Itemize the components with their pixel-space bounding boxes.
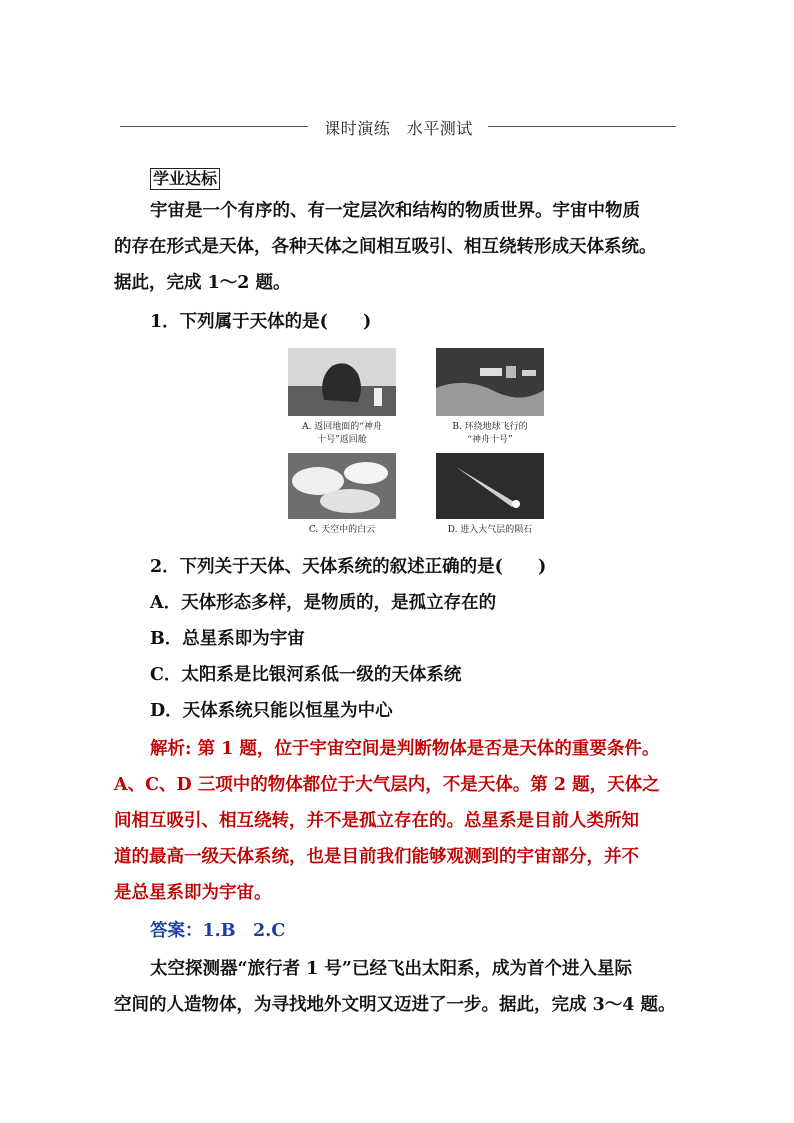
figure-b-photo — [436, 348, 544, 416]
intro-3-4-line-2: 空间的人造物体，为寻找地外文明又迈进了一步。据此，完成 3～4 题。 — [114, 995, 676, 1015]
figure-b — [436, 348, 544, 446]
figure-d-caption: D. 进入大气层的陨石 — [447, 525, 533, 535]
analysis-line-4: 道的最高一级天体系统，也是目前我们能够观测到的宇宙部分，并不 — [114, 847, 639, 867]
intro-1-2-line-3: 据此，完成 1～2 题。 — [114, 273, 291, 293]
analysis-line-1-text: 第 1 题，位于宇宙空间是判断物体是否是天体的重要条件。 — [191, 739, 660, 759]
analysis-label: 解析: — [150, 739, 192, 759]
question-2-option-c: C．太阳系是比银河系低一级的天体系统 — [150, 665, 462, 685]
figure-a-caption-2: 十号”返回舱 — [317, 435, 367, 445]
analysis-line-3: 间相互吸引、相互绕转，并不是孤立存在的。总星系是目前人类所知 — [114, 811, 639, 831]
figure-a-caption-1: A. 返回地面的“神舟 — [302, 422, 382, 432]
figure-d-photo — [436, 453, 544, 519]
figure-b-caption-2: “神舟十号” — [467, 435, 513, 445]
section-label: 学业达标 — [150, 168, 220, 190]
analysis-line-5: 是总星系即为宇宙。 — [114, 883, 272, 903]
page-header — [120, 116, 676, 138]
analysis-line-2: A、C、D 三项中的物体都位于大气层内，不是天体。第 2 题，天体之 — [114, 775, 660, 795]
header-rule-left — [120, 126, 308, 127]
figure-b-caption-1: B. 环绕地球飞行的 — [452, 422, 528, 432]
question-2-option-a: A．天体形态多样，是物质的，是孤立存在的 — [150, 593, 497, 613]
intro-1-2-line-2: 的存在形式是天体，各种天体之间相互吸引、相互绕转形成天体系统。 — [114, 237, 657, 257]
figure-d — [436, 453, 544, 536]
figure-c-caption: C. 天空中的白云 — [308, 525, 376, 535]
question-2-option-d: D．天体系统只能以恒星为中心 — [150, 701, 393, 721]
question-2-option-b: B．总星系即为宇宙 — [150, 629, 305, 649]
figure-c — [288, 453, 396, 536]
header-title: 课时演练 水平测试 — [324, 119, 473, 138]
intro-3-4-line-1: 太空探测器“旅行者 1 号”已经飞出太阳系，成为首个进入星际 — [150, 959, 632, 979]
figure-a — [288, 348, 396, 446]
answer-line — [150, 913, 730, 949]
header-rule-right — [488, 126, 676, 127]
answer-label: 答案： — [150, 921, 203, 941]
intro-1-2-line-1: 宇宙是一个有序的、有一定层次和结构的物质世界。宇宙中物质 — [150, 201, 640, 221]
answer-value: 1.B 2.C — [202, 921, 286, 941]
analysis-line-1 — [150, 731, 730, 767]
figure-c-photo — [288, 453, 396, 519]
question-2-stem: 2．下列关于天体、天体系统的叙述正确的是( ) — [150, 557, 547, 577]
figure-a-photo — [288, 348, 396, 416]
question-1-stem: 1．下列属于天体的是( ) — [150, 312, 372, 332]
